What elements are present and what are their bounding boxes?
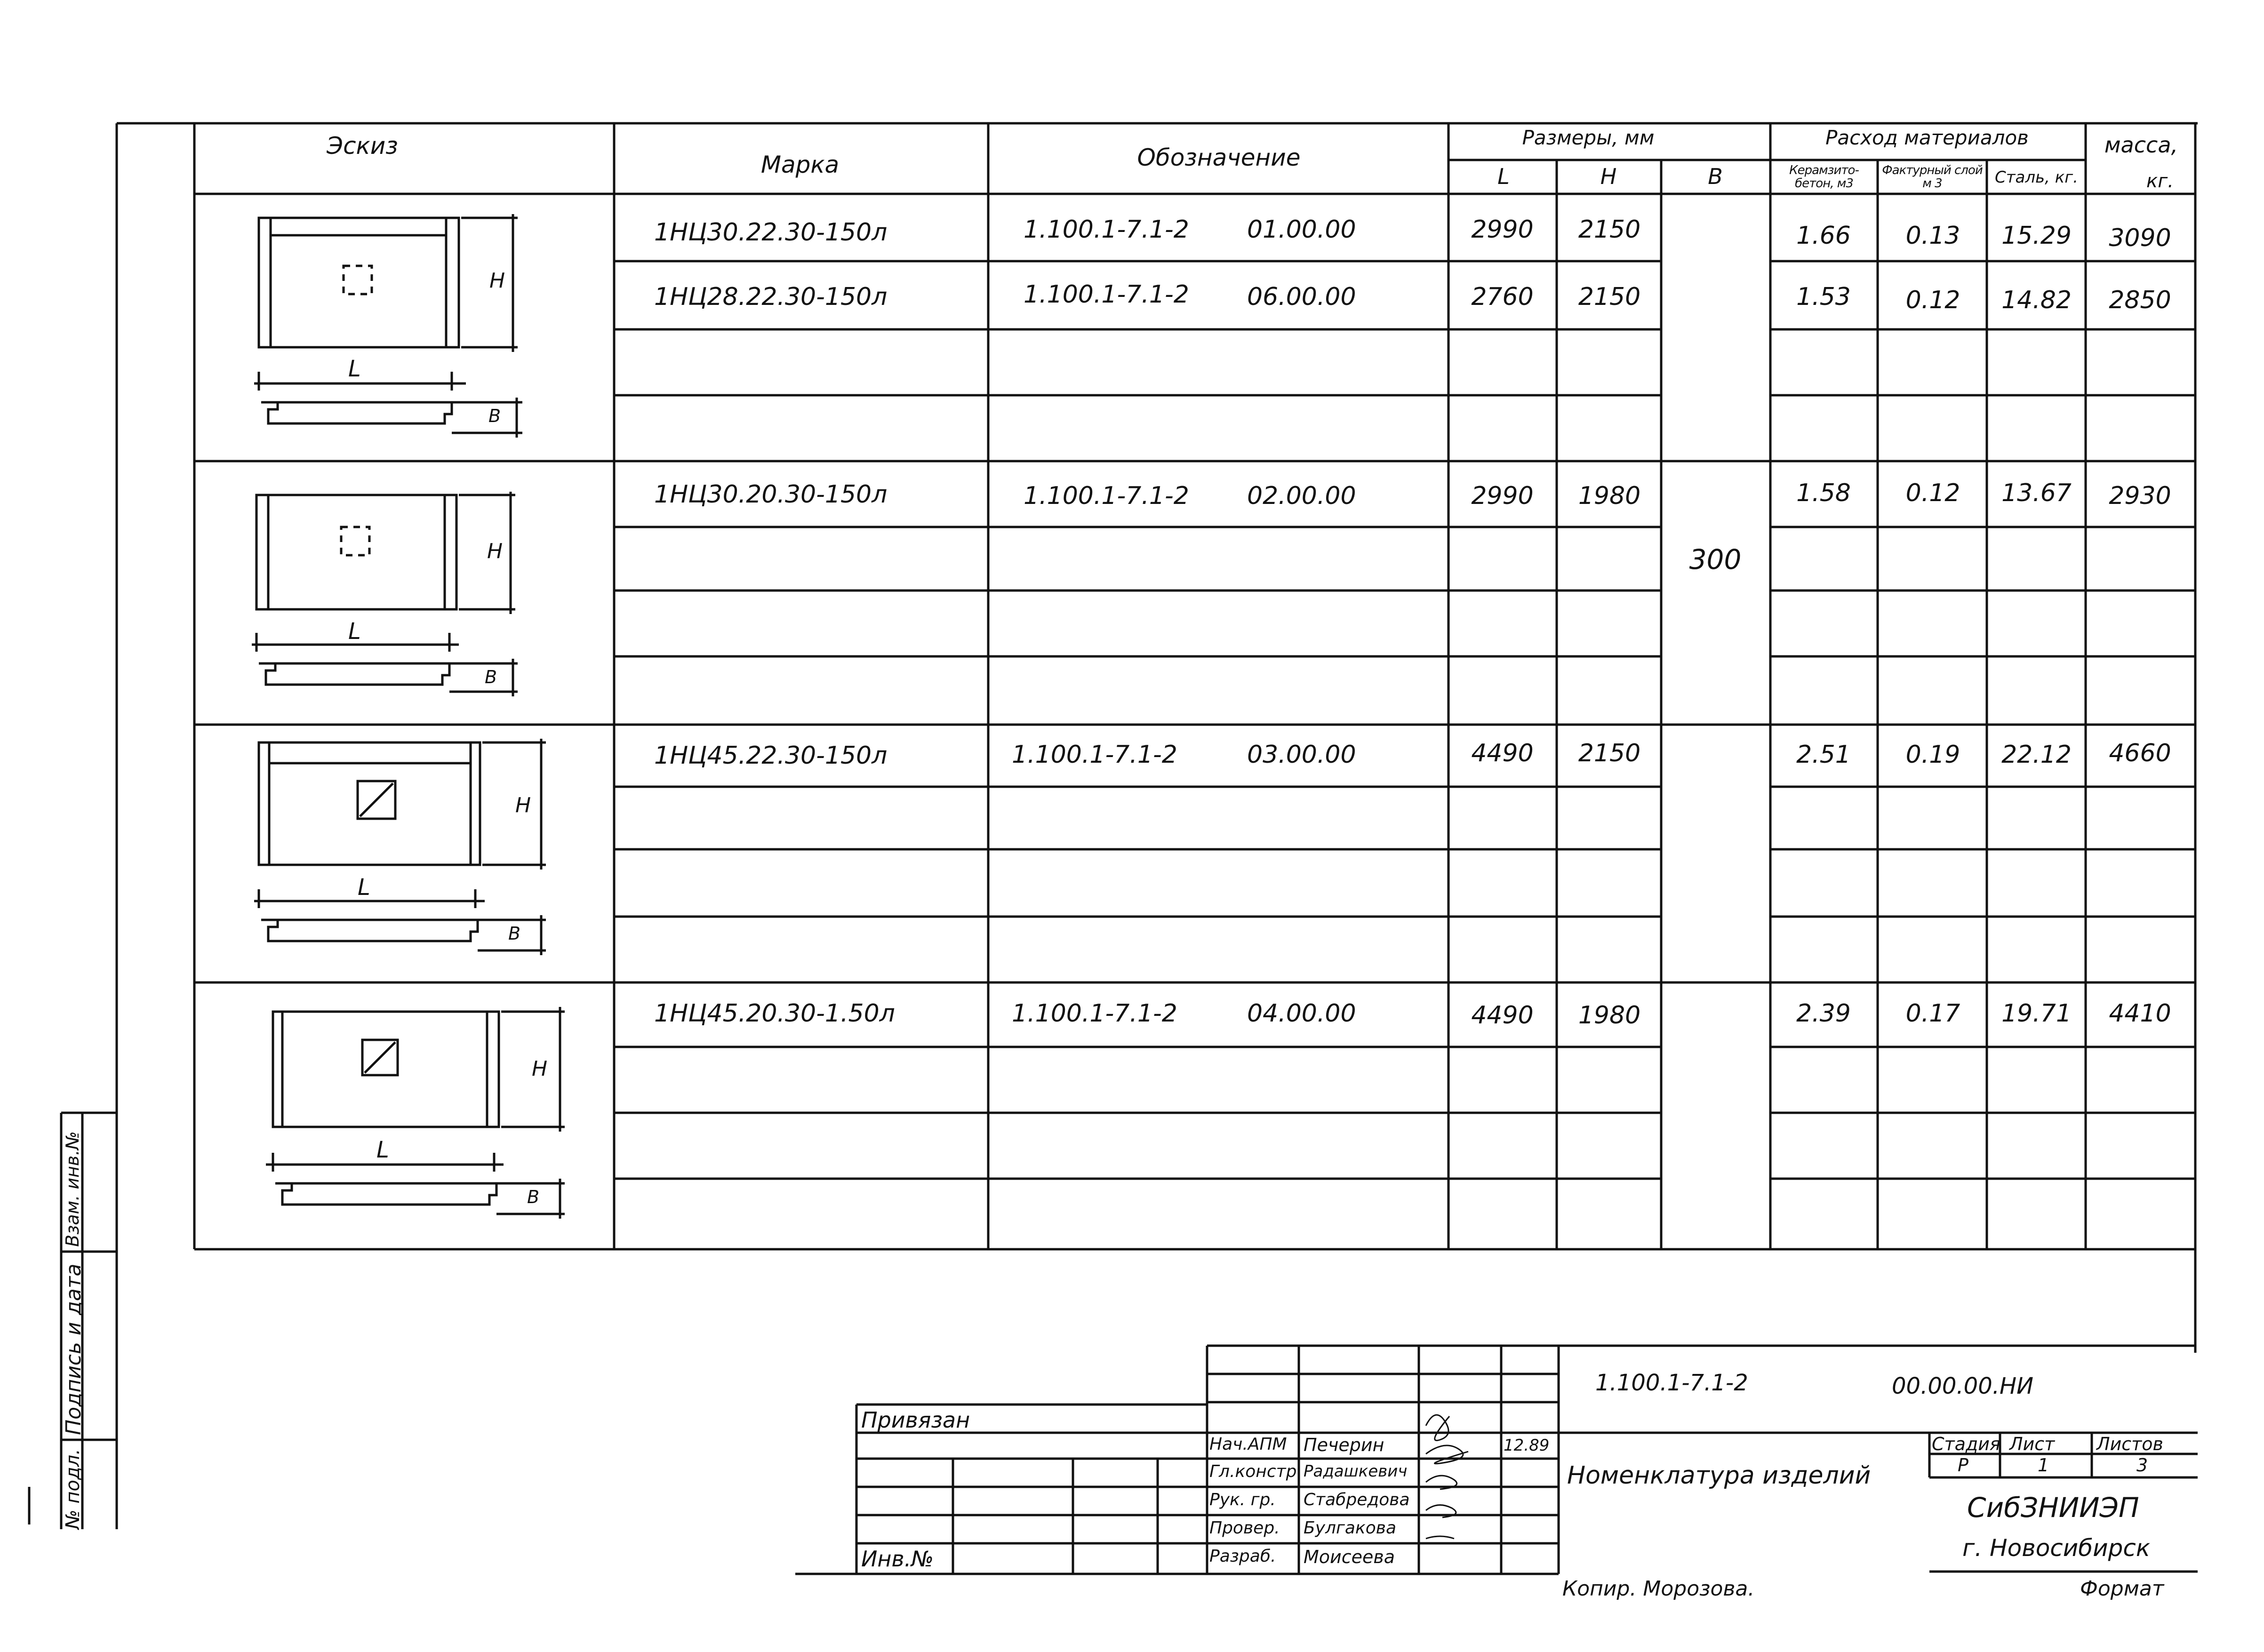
row-code: 1.100.1-7.1-2 [1012, 741, 1177, 769]
row-layer: 0.12 [1905, 286, 1960, 314]
tb-sheets-label: Листов [2096, 1434, 2163, 1454]
row-num: 03.00.00 [1247, 741, 1356, 769]
sketch-label-L: L [376, 1137, 389, 1163]
row-H: 2150 [1578, 283, 1641, 311]
side-stamp-inv-podl: № подл. [62, 1449, 84, 1529]
tb-role: Разраб. [1209, 1547, 1276, 1566]
sketch-label-L: L [358, 874, 370, 901]
header-materials: Расход материалов [1825, 126, 2029, 149]
tb-doc-code: 1.100.1-7.1-2 [1595, 1370, 1748, 1396]
tb-stage-label: Стадия [1932, 1434, 2000, 1454]
tb-doc-num: 00.00.00.НИ [1892, 1373, 2034, 1399]
row-mark: 1НЦ45.22.30-150л [654, 742, 888, 770]
header-dim-H: H [1600, 164, 1617, 189]
common-B-value: 300 [1689, 543, 1742, 575]
row-mass: 2850 [2109, 286, 2171, 314]
row-code: 1.100.1-7.1-2 [1024, 280, 1189, 309]
row-L: 4490 [1471, 1001, 1534, 1030]
tb-format: Формат [2080, 1577, 2164, 1601]
sketch-label-H: H [532, 1057, 548, 1081]
row-mass: 4660 [2109, 739, 2171, 767]
row-H: 2150 [1578, 739, 1641, 767]
side-stamp-sign-date: Подпись и дата [62, 1263, 86, 1435]
row-mass: 3090 [2109, 224, 2171, 252]
side-stamp-vzam-inv: Взам. инв.№ [62, 1131, 83, 1247]
tb-role: Провер. [1209, 1518, 1280, 1538]
row-mark: 1НЦ28.22.30-150л [654, 283, 888, 311]
row-num: 01.00.00 [1247, 215, 1356, 244]
tb-sheet-label: Лист [2009, 1434, 2055, 1454]
row-H: 1980 [1578, 1001, 1641, 1030]
tb-sheet: 1 [2038, 1455, 2049, 1476]
row-concrete: 2.39 [1796, 999, 1851, 1028]
row-steel: 13.67 [2001, 479, 2072, 507]
row-mark: 1НЦ30.20.30-150л [654, 480, 888, 509]
sketch-label-L: L [348, 618, 361, 645]
header-mass: масса, [2104, 132, 2178, 158]
tb-stage: Р [1958, 1455, 1968, 1476]
row-mark: 1НЦ45.20.30-1.50л [654, 999, 895, 1028]
tb-city: г. Новосибирск [1962, 1534, 2151, 1562]
row-code: 1.100.1-7.1-2 [1012, 999, 1177, 1028]
header-dim-B: B [1708, 164, 1723, 189]
row-L: 2760 [1471, 283, 1534, 311]
header-designation: Обозначение [1137, 144, 1301, 171]
header-dim-L: L [1497, 164, 1510, 189]
tb-name: Моисеева [1304, 1547, 1395, 1567]
tb-privyazan: Привязан [861, 1407, 970, 1433]
row-concrete: 1.53 [1796, 283, 1851, 311]
row-concrete: 2.51 [1796, 741, 1851, 769]
row-layer: 0.17 [1905, 999, 1960, 1028]
row-num: 06.00.00 [1247, 283, 1356, 311]
row-steel: 15.29 [2001, 222, 2072, 250]
header-mark: Марка [760, 151, 840, 178]
sketch-label-B: B [488, 406, 501, 426]
header-dimensions: Размеры, мм [1522, 126, 1655, 149]
row-num: 04.00.00 [1247, 999, 1356, 1028]
tb-name: Стабредова [1304, 1490, 1410, 1509]
row-num: 02.00.00 [1247, 482, 1356, 510]
header-mat-layer: Фактурный слой м 3 [1882, 163, 1983, 191]
sketch-label-L: L [348, 356, 361, 382]
row-L: 2990 [1471, 215, 1534, 244]
tb-role: Гл.констр [1209, 1462, 1297, 1481]
row-mass: 4410 [2109, 999, 2171, 1028]
row-layer: 0.12 [1905, 479, 1960, 507]
tb-org: СибЗНИИЭП [1967, 1492, 2139, 1524]
header-mat-steel: Сталь, кг. [1995, 168, 2078, 187]
tb-inv: Инв.№ [861, 1546, 934, 1572]
row-L: 2990 [1471, 482, 1534, 510]
tb-date: 12.89 [1504, 1436, 1550, 1455]
row-concrete: 1.66 [1796, 222, 1851, 250]
row-steel: 19.71 [2001, 999, 2072, 1028]
row-H: 1980 [1578, 482, 1641, 510]
tb-sheets: 3 [2136, 1455, 2148, 1476]
sketch-label-H: H [487, 539, 503, 563]
tb-copied: Копир. Морозова. [1562, 1577, 1755, 1601]
tb-role: Нач.АПМ [1209, 1435, 1287, 1454]
row-steel: 14.82 [2001, 286, 2072, 314]
tb-doc-title: Номенклатура изделий [1567, 1461, 1871, 1490]
tb-name: Радашкевич [1304, 1462, 1408, 1481]
row-steel: 22.12 [2001, 741, 2072, 769]
tb-name: Печерин [1304, 1435, 1384, 1455]
header-sketch: Эскиз [327, 132, 398, 160]
row-layer: 0.13 [1905, 222, 1960, 250]
row-mass: 2930 [2109, 482, 2171, 510]
row-L: 4490 [1471, 739, 1534, 767]
header-mass-unit: кг. [2146, 170, 2174, 192]
sketch-label-H: H [515, 793, 531, 817]
row-concrete: 1.58 [1796, 479, 1851, 507]
sketch-label-B: B [485, 667, 497, 687]
tb-name: Булгакова [1304, 1518, 1397, 1538]
row-H: 2150 [1578, 215, 1641, 244]
sketch-label-B: B [527, 1187, 540, 1207]
row-layer: 0.19 [1905, 741, 1960, 769]
tb-role: Рук. гр. [1209, 1490, 1276, 1509]
row-mark: 1НЦ30.22.30-150л [654, 218, 888, 247]
row-code: 1.100.1-7.1-2 [1024, 215, 1189, 244]
row-code: 1.100.1-7.1-2 [1024, 482, 1189, 510]
header-mat-concrete: Керамзито-бетон, м3 [1789, 163, 1859, 191]
sketch-label-B: B [508, 923, 521, 944]
sketch-label-H: H [489, 269, 505, 293]
